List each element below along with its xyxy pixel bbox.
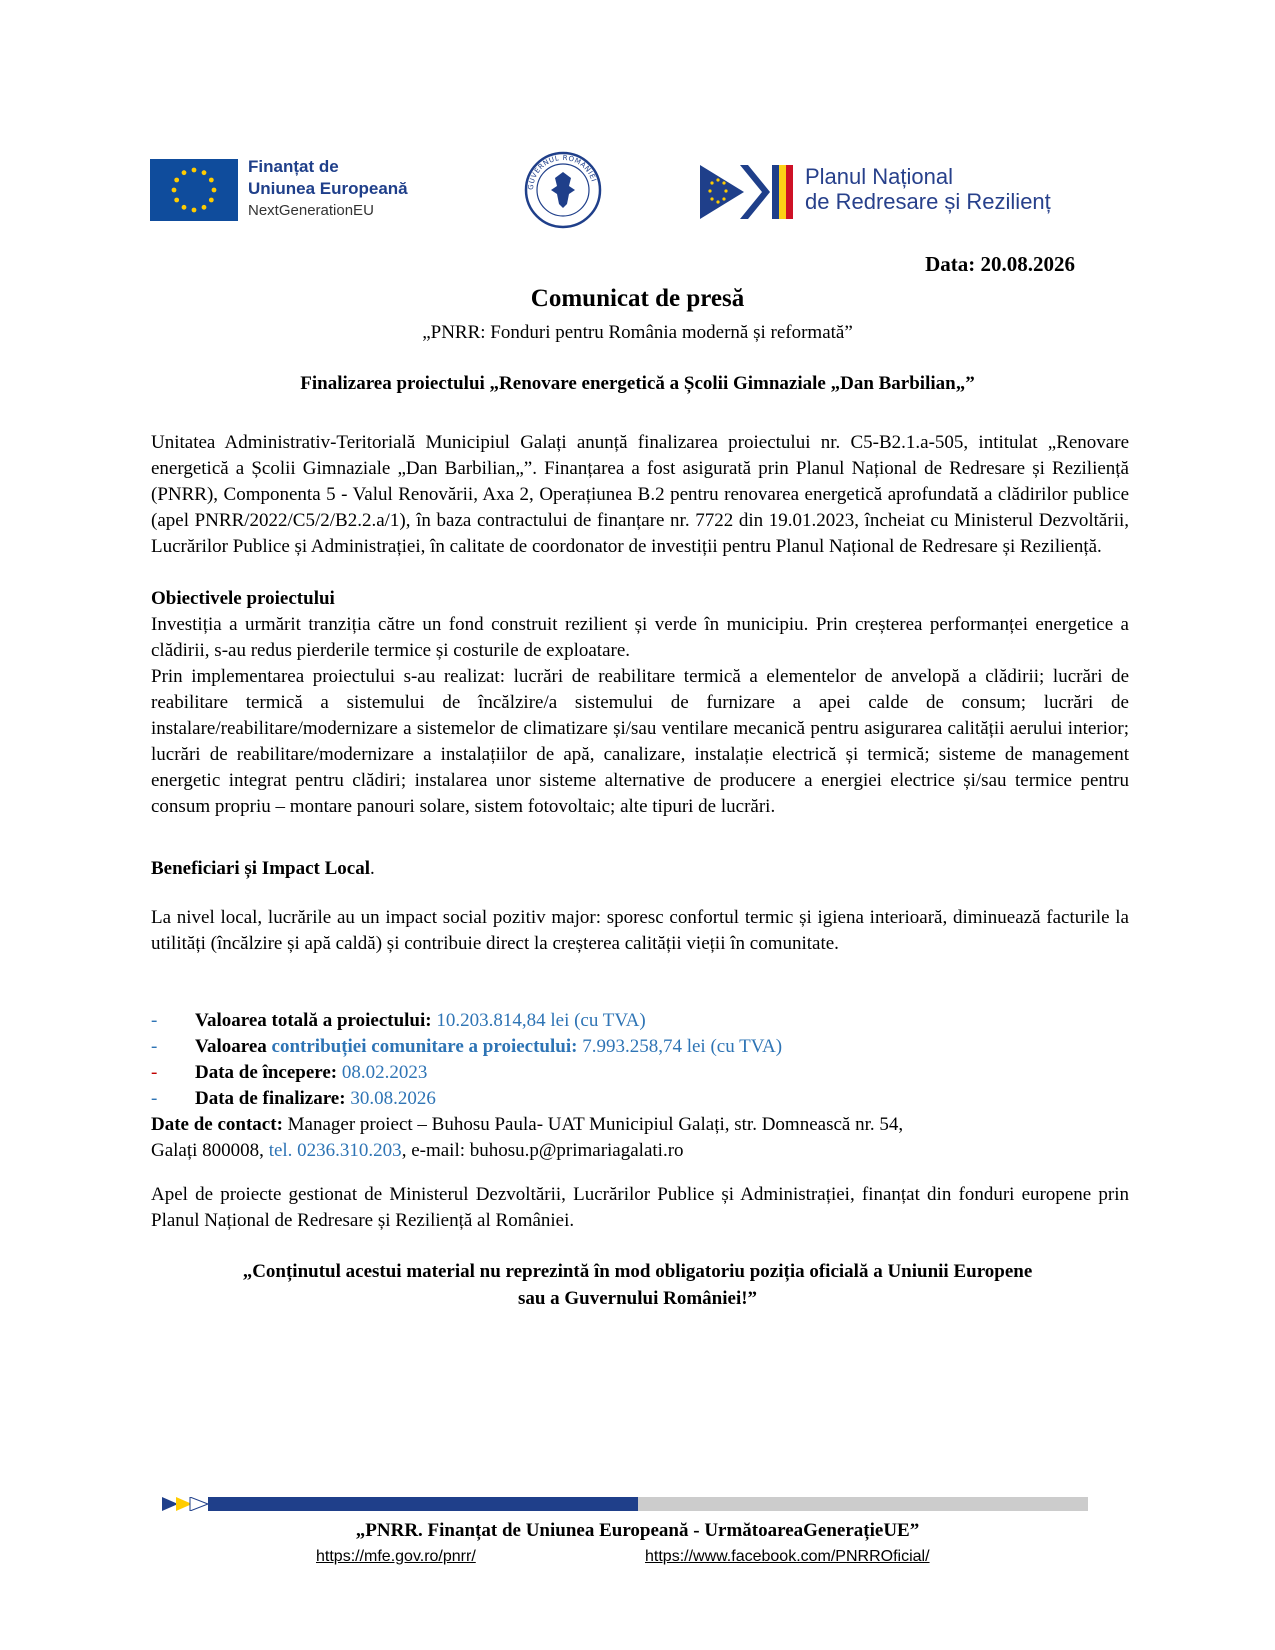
intro-text: Unitatea Administrativ-Teritorială Municipiul Galați anunță finalizarea proiectului nr. C5-B2.1.a-505, intitulat „Renovare energetică a Școlii Gimnaziale „Dan Barbilian„”. Finanțarea a fost asigurată prin Planul Național de Redresare și Reziliență (PNRR), Componenta 5 - Valul Renovării, Axa 2, Operațiunea B.2 pentru renovarea energetică aprofundată a clădirilor publice (apel PNRR/2022/C5/2/B2.2.a/1), în baza contractului de finanțare nr. 7722 din 19.01.2023, încheiat cu Ministerul Dezvoltării, Lucrărilor Publice și Administrației, în calitate de coordonator de investiții pentru Planul Național de Redresare și Reziliență. <box>151 432 1129 557</box>
bullet-label: Valoarea <box>195 1036 272 1057</box>
page-title: Comunicat de presă <box>530 285 745 312</box>
contact-address: Galați 800008, <box>151 1140 269 1161</box>
eu-star <box>209 178 214 183</box>
document-date: Data: 20.08.2026 <box>925 252 1075 276</box>
footer-slogan: „PNRR. Finanțat de Uniunea Europeană - UrmătoareaGenerațieUE” <box>355 1520 920 1541</box>
eu-logo-text <box>248 156 408 222</box>
beneficiaries-heading-block <box>151 856 1129 882</box>
footer-link-facebook[interactable]: https://www.facebook.com/PNRROficial/ <box>645 1548 930 1565</box>
eu-star <box>202 205 207 210</box>
bullet-dash: - <box>151 1036 158 1057</box>
list-item <box>151 1034 1129 1060</box>
list-item <box>151 1060 1129 1086</box>
bullet-dash: - <box>151 1088 158 1109</box>
pnrr-arrows-icon <box>700 163 796 221</box>
eu-star <box>172 188 177 193</box>
eu-stars-icon <box>150 159 238 221</box>
eu-star <box>174 198 179 203</box>
pnrr-logo-text <box>805 164 1051 214</box>
page-subtitle: „PNRR: Fonduri pentru România modernă și reformată” <box>422 322 853 343</box>
beneficiaries-heading: Beneficiari și Impact Local <box>151 858 370 879</box>
intro-paragraph <box>151 430 1129 560</box>
eu-flag-logo <box>150 159 238 221</box>
footer-decorative-bar <box>162 1497 1088 1511</box>
beneficiaries-text: La nivel local, lucrările au un impact social pozitiv major: sporesc confortul termic și igiena interioară, diminuează facturile la utilități (încălzire și apă caldă) și contribuie direct la creșterea calității vieții în comunitate. <box>151 907 1129 954</box>
romanian-government-seal <box>523 150 603 230</box>
disclaimer-line1: „Conținutul acestui material nu reprezintă în mod obligatoriu poziția oficială a Uniunii Europene <box>242 1261 1033 1282</box>
seal-text: GUVERNUL ROMÂNIEI <box>526 153 598 191</box>
project-facts-list <box>151 1008 1129 1112</box>
bullet-value: 10.203.814,84 lei (cu TVA) <box>431 1010 646 1031</box>
eu-logo-line3: NextGenerationEU <box>248 202 374 219</box>
bullet-value: 7.993.258,74 lei (cu TVA) <box>577 1036 783 1057</box>
bullet-value: 30.08.2026 <box>345 1088 436 1109</box>
eu-logo-line1: Finanțat de <box>248 157 339 176</box>
coat-of-arms-icon <box>523 150 603 230</box>
project-heading: Finalizarea proiectului „Renovare energetică a Școlii Gimnaziale „Dan Barbilian„” <box>300 373 975 394</box>
eu-star <box>174 178 179 183</box>
bullet-dash: - <box>151 1010 158 1031</box>
eu-star <box>212 188 217 193</box>
call-paragraph <box>151 1182 1129 1234</box>
pnrr-logo-line2: de Redresare și Rezilienț <box>805 189 1051 214</box>
bullet-value: 08.02.2023 <box>337 1062 428 1083</box>
list-item <box>151 1086 1129 1112</box>
objectives-heading: Obiectivele proiectului <box>151 588 335 609</box>
eu-star <box>192 208 197 213</box>
beneficiaries-paragraph <box>151 905 1129 957</box>
bullet-dash: - <box>151 1062 158 1083</box>
pnrr-logo-line1: Planul Național <box>805 164 953 189</box>
bullet-label: Valoarea totală a proiectului: <box>195 1010 432 1031</box>
contact-label: Date de contact: <box>151 1114 283 1135</box>
footer-arrow-bar-icon <box>162 1497 1088 1511</box>
eu-star <box>202 170 207 175</box>
eu-star <box>182 170 187 175</box>
objectives-paragraph-1: Investiția a urmărit tranziția către un fond construit rezilient și verde în municipiu. Prin creșterea performanței energetice a clădirii, s-au redus pierderile termice și costurile de exploatare. <box>151 614 1129 661</box>
bullet-label: Data de începere: <box>195 1062 338 1083</box>
eu-logo-line2: Uniunea Europeană <box>248 179 408 198</box>
disclaimer <box>0 1258 1275 1312</box>
list-item <box>151 1008 1129 1034</box>
beneficiaries-heading-dot: . <box>370 858 375 879</box>
objectives-paragraph-2: Prin implementarea proiectului s-au realizat: lucrări de reabilitare termică a elementelor de anvelopă a clădirii; lucrări de reabilitare termică a sistemului de încălzire/a sistemului de furnizare a apei calde de consum; lucrări de instalare/reabilitare/modernizare a sistemelor de climatizare și/sau ventilare mecanică pentru asigurarea calității aerului interior; lucrări de reabilitare/modernizare a instalațiilor de apă, canalizare, instalație electrică și termică; sisteme de management energetic integrat pentru clădiri; instalarea unor sisteme alternative de producere a energiei electrice și/sau termice pentru consum propriu – montare panouri solare, sistem fotovoltaic; alte tipuri de lucrări. <box>151 666 1129 817</box>
disclaimer-line2: sau a Guvernului României!” <box>517 1288 758 1309</box>
contact-email: , e-mail: buhosu.p@primariagalati.ro <box>401 1140 684 1161</box>
call-text: Apel de proiecte gestionat de Ministerul Dezvoltării, Lucrărilor Publice și Administrației, finanțat din fonduri europene prin Planul Național de Redresare și Reziliență al României. <box>151 1184 1129 1231</box>
pnrr-logo-mark <box>700 163 796 221</box>
contact-block <box>151 1112 1129 1164</box>
footer-link-mfe[interactable]: https://mfe.gov.ro/pnrr/ <box>316 1548 476 1565</box>
eu-star <box>209 198 214 203</box>
eu-star <box>182 205 187 210</box>
eu-star <box>192 168 197 173</box>
objectives-section <box>151 586 1129 820</box>
contact-line1: Manager proiect – Buhosu Paula- UAT Municipiul Galați, str. Domnească nr. 54, <box>282 1114 904 1135</box>
bullet-label-blue: contribuției comunitare a proiectului: <box>271 1036 578 1057</box>
contact-phone-link[interactable]: tel. 0236.310.203 <box>268 1140 402 1161</box>
bullet-label: Data de finalizare: <box>195 1088 346 1109</box>
